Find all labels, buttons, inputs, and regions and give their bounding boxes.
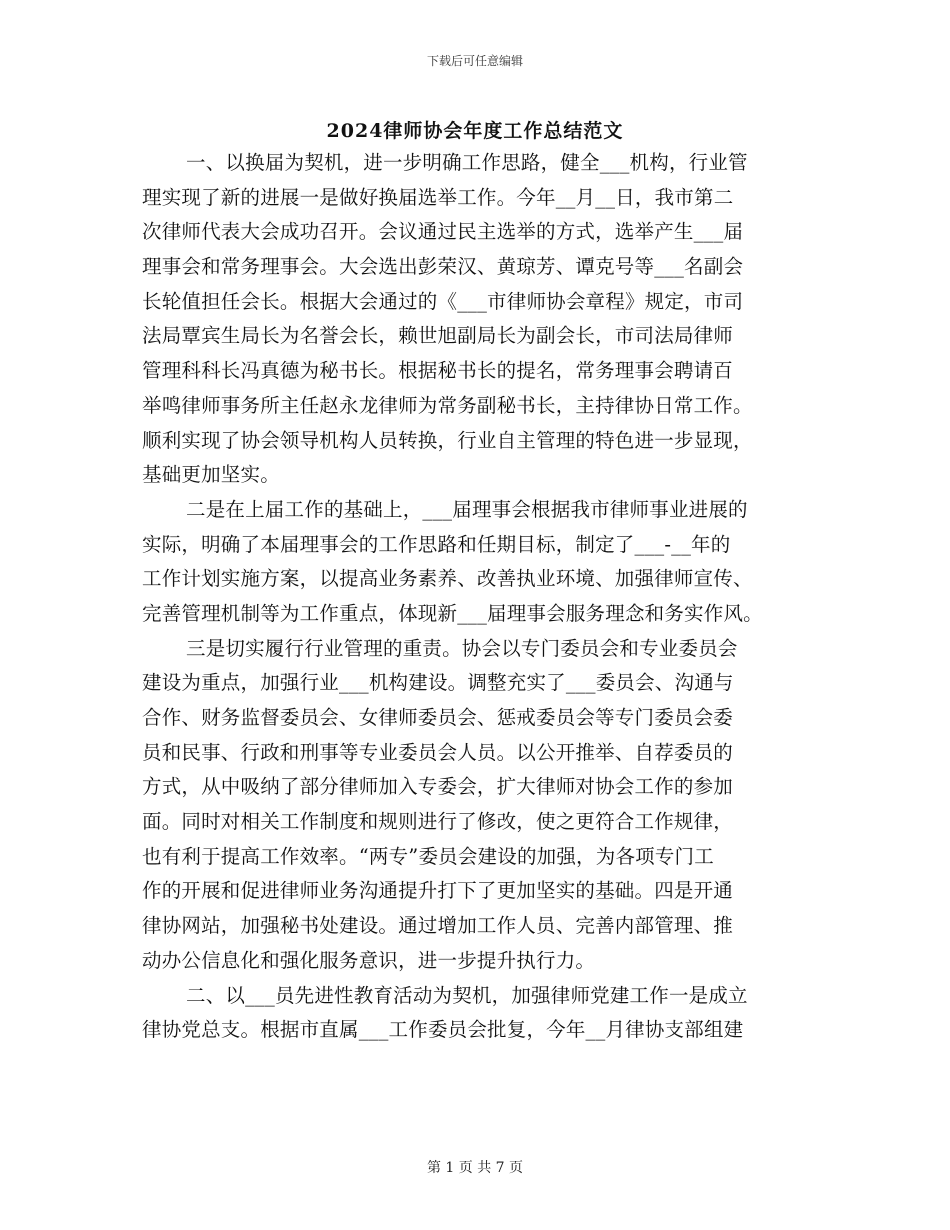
body-line: 作的开展和促进律师业务沟通提升打下了更加坚实的基础。四是开通 <box>142 879 734 903</box>
body-line: 基础更加坚实。 <box>142 463 280 487</box>
body-line: 合作、财务监督委员会、女律师委员会、惩戒委员会等专门委员会委 <box>142 706 734 729</box>
body-line: 面。同时对相关工作制度和规则进行了修改，使之更符合工作规律， <box>142 810 734 834</box>
body-line: 次律师代表大会成功召开。会议通过民主选举的方式，选举产生___届 <box>142 220 744 244</box>
body-line: 理事会和常务理事会。大会选出彭荣汉、黄琼芳、谭克号等___名副会 <box>142 255 744 279</box>
body-line: 理实现了新的进展一是做好换届选举工作。今年__月__日，我市第二 <box>142 185 734 209</box>
body-line: 律协党总支。根据市直属___工作委员会批复，今年__月律协支部组建 <box>142 1018 744 1042</box>
header-note: 下载后可任意编辑 <box>426 54 523 68</box>
body-line: 二是在上届工作的基础上，___届理事会根据我市律师事业进展的 <box>186 497 748 521</box>
body-line: 实际，明确了本届理事会的工作思路和任期目标，制定了___-__年的 <box>142 532 731 556</box>
page-number: 第 1 页 共 7 页 <box>426 1160 524 1176</box>
body-line: 方式，从中吸纳了部分律师加入专委会，扩大律师对协会工作的参加 <box>142 775 734 799</box>
document-body <box>142 146 814 1048</box>
document-title: 2024律师协会年度工作总结范文 <box>326 120 624 142</box>
body-line: 举鸣律师事务所主任赵永龙律师为常务副秘书长，主持律协日常工作。 <box>142 393 753 417</box>
body-line: 也有利于提高工作效率。“两专”委员会建设的加强，为各项专门工 <box>142 844 714 868</box>
body-line: 长轮值担任会长。根据大会通过的《___市律师协会章程》规定，市司 <box>142 289 744 313</box>
body-line: 三是切实履行行业管理的重责。协会以专门委员会和专业委员会 <box>186 636 738 660</box>
body-line: 完善管理机制等为工作重点，体现新___届理事会服务理念和务实作风。 <box>142 601 763 625</box>
body-line: 建设为重点，加强行业___机构建设。调整充实了___委员会、沟通与 <box>142 671 734 695</box>
body-line: 员和民事、行政和刑事等专业委员会人员。以公开推举、自荐委员的 <box>142 740 734 764</box>
body-line: 动办公信息化和强化服务意识，进一步提升执行力。 <box>142 948 596 972</box>
body-line: 二、以___员先进性教育活动为契机，加强律师党建工作一是成立 <box>186 983 748 1007</box>
body-line: 一、以换届为契机，进一步明确工作思路，健全___机构，行业管 <box>186 151 748 174</box>
body-line: 工作计划实施方案，以提高业务素养、改善执业环境、加强律师宣传、 <box>142 567 753 591</box>
body-line: 法局覃宾生局长为名誉会长，赖世旭副局长为副会长，市司法局律师 <box>142 324 734 348</box>
body-line: 律协网站，加强秘书处建设。通过增加工作人员、完善内部管理、推 <box>142 914 734 938</box>
body-line: 顺利实现了协会领导机构人员转换，行业自主管理的特色进一步显现， <box>142 428 753 452</box>
body-line: 管理科科长冯真德为秘书长。根据秘书长的提名，常务理事会聘请百 <box>142 359 734 383</box>
